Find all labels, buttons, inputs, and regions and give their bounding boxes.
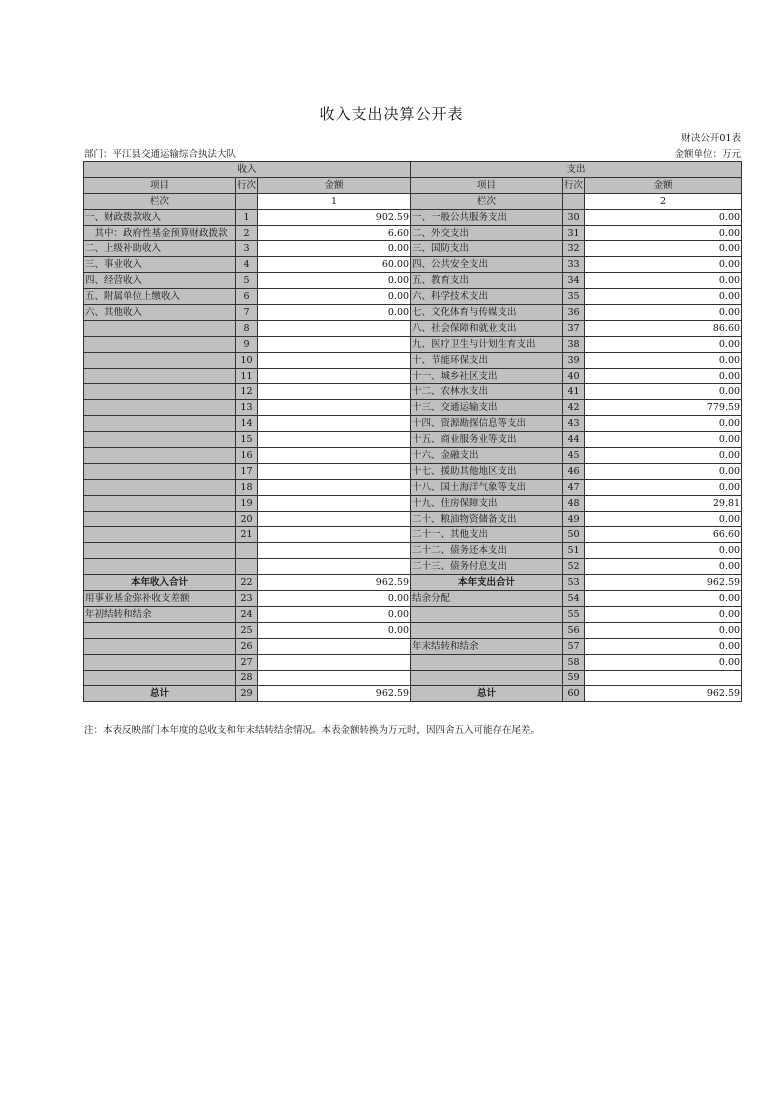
- expense-rowno-cell: 46: [563, 463, 585, 479]
- income-rowno-cell: 8: [236, 320, 258, 336]
- expense-rowno-cell: 48: [563, 495, 585, 511]
- income-amount-cell: 0.00: [258, 273, 411, 289]
- income-rowno-cell: 22: [236, 575, 258, 591]
- expense-rowno-cell: 41: [563, 384, 585, 400]
- expense-rowno-cell: 49: [563, 511, 585, 527]
- income-item-cell: [84, 527, 236, 543]
- income-item-cell: [84, 432, 236, 448]
- income-rowno-cell: 18: [236, 479, 258, 495]
- footnote: 注：本表反映部门本年度的总收支和年末结转结余情况。本表金额转换为万元时，因四舍五入可能存在尾差。: [84, 725, 541, 736]
- expense-item-cell: 十三、交通运输支出: [411, 400, 563, 416]
- table-row: [84, 463, 742, 479]
- expense-rowno-cell: 44: [563, 432, 585, 448]
- income-item-cell: 二、上级补助收入: [84, 241, 236, 257]
- expense-item-cell: 二十二、债务还本支出: [411, 543, 563, 559]
- table-row: [84, 257, 742, 273]
- income-rowno-cell: 27: [236, 654, 258, 670]
- expense-item-cell: 年末结转和结余: [411, 638, 563, 654]
- table-row: [84, 591, 742, 607]
- income-item-cell: [84, 384, 236, 400]
- expense-item-cell: 十九、住房保障支出: [411, 495, 563, 511]
- expense-rowno-cell: 57: [563, 638, 585, 654]
- income-rowno-cell: 20: [236, 511, 258, 527]
- income-item-cell: [84, 543, 236, 559]
- expense-colno-blank: [563, 193, 585, 209]
- income-rowno-header: 行次: [236, 177, 258, 193]
- table-row: [84, 336, 742, 352]
- income-rowno-cell: 29: [236, 686, 258, 702]
- expense-amount-cell: 0.00: [585, 606, 742, 622]
- expense-amount-cell: 0.00: [585, 241, 742, 257]
- table-row: [84, 638, 742, 654]
- table-row: [84, 479, 742, 495]
- income-item-cell: 年初结转和结余: [84, 606, 236, 622]
- expense-header: 支出: [411, 162, 742, 178]
- expense-amount-cell: [585, 670, 742, 686]
- expense-item-cell: 十八、国土海洋气象等支出: [411, 479, 563, 495]
- income-rowno-cell: [236, 543, 258, 559]
- expense-amount-cell: 0.00: [585, 273, 742, 289]
- income-item-cell: 一、财政拨款收入: [84, 209, 236, 225]
- income-amount-cell: 0.00: [258, 591, 411, 607]
- income-rowno-cell: 11: [236, 368, 258, 384]
- expense-item-cell: 三、国防支出: [411, 241, 563, 257]
- expense-rowno-cell: 33: [563, 257, 585, 273]
- expense-amount-cell: 779.59: [585, 400, 742, 416]
- income-rowno-cell: 24: [236, 606, 258, 622]
- income-rowno-cell: 16: [236, 448, 258, 464]
- table-row: [84, 241, 742, 257]
- table-row: [84, 416, 742, 432]
- income-colno-value: 1: [258, 193, 411, 209]
- income-amount-cell: [258, 448, 411, 464]
- income-amount-cell: 0.00: [258, 606, 411, 622]
- table-row: [84, 305, 742, 321]
- expense-rowno-cell: 58: [563, 654, 585, 670]
- table-row: [84, 575, 742, 591]
- expense-rowno-cell: 43: [563, 416, 585, 432]
- income-amount-cell: 6.60: [258, 225, 411, 241]
- income-amount-cell: 60.00: [258, 257, 411, 273]
- table-row: [84, 209, 742, 225]
- income-amount-cell: [258, 479, 411, 495]
- expense-rowno-cell: 53: [563, 575, 585, 591]
- expense-rowno-cell: 32: [563, 241, 585, 257]
- table-row: [84, 400, 742, 416]
- table-row: [84, 527, 742, 543]
- expense-item-cell: 八、社会保障和就业支出: [411, 320, 563, 336]
- expense-amount-cell: 0.00: [585, 638, 742, 654]
- table-row: [84, 511, 742, 527]
- income-rowno-cell: 25: [236, 622, 258, 638]
- expense-item-cell: 二十一、其他支出: [411, 527, 563, 543]
- expense-rowno-cell: 51: [563, 543, 585, 559]
- expense-rowno-cell: 45: [563, 448, 585, 464]
- expense-item-cell: 二、外交支出: [411, 225, 563, 241]
- table-row: [84, 432, 742, 448]
- table-row: [84, 448, 742, 464]
- table-row: [84, 543, 742, 559]
- expense-amount-cell: 0.00: [585, 416, 742, 432]
- income-item-cell: 四、经营收入: [84, 273, 236, 289]
- department-label: 部门：平江县交通运输综合执法大队: [84, 149, 237, 160]
- expense-item-cell: [411, 670, 563, 686]
- expense-rowno-cell: 35: [563, 289, 585, 305]
- expense-item-cell: [411, 654, 563, 670]
- table-row: [84, 686, 742, 702]
- expense-amount-cell: 0.00: [585, 654, 742, 670]
- income-item-cell: 三、事业收入: [84, 257, 236, 273]
- expense-rowno-header: 行次: [563, 177, 585, 193]
- expense-item-cell: 十、节能环保支出: [411, 352, 563, 368]
- amount-unit-label: 金额单位：万元: [674, 149, 741, 160]
- income-amount-cell: 0.00: [258, 305, 411, 321]
- income-rowno-cell: 28: [236, 670, 258, 686]
- income-rowno-cell: 2: [236, 225, 258, 241]
- expense-rowno-cell: 55: [563, 606, 585, 622]
- expense-amount-cell: 0.00: [585, 622, 742, 638]
- income-rowno-cell: 23: [236, 591, 258, 607]
- income-item-cell: [84, 448, 236, 464]
- expense-rowno-cell: 59: [563, 670, 585, 686]
- expense-amount-cell: 66.60: [585, 527, 742, 543]
- expense-item-cell: 总计: [411, 686, 563, 702]
- income-item-cell: 六、其他收入: [84, 305, 236, 321]
- expense-amount-cell: 0.00: [585, 305, 742, 321]
- income-amount-cell: [258, 543, 411, 559]
- expense-item-cell: 二十、粮油物资储备支出: [411, 511, 563, 527]
- table-row: [84, 352, 742, 368]
- expense-amount-cell: 0.00: [585, 289, 742, 305]
- income-rowno-cell: 13: [236, 400, 258, 416]
- table-row: [84, 368, 742, 384]
- income-rowno-cell: 15: [236, 432, 258, 448]
- expense-amount-cell: 962.59: [585, 686, 742, 702]
- expense-rowno-cell: 56: [563, 622, 585, 638]
- expense-rowno-cell: 34: [563, 273, 585, 289]
- income-rowno-cell: 21: [236, 527, 258, 543]
- expense-rowno-cell: 38: [563, 336, 585, 352]
- table-row: [84, 495, 742, 511]
- income-amount-cell: [258, 368, 411, 384]
- income-amount-cell: 0.00: [258, 289, 411, 305]
- income-item-cell: [84, 352, 236, 368]
- expense-amount-cell: 0.00: [585, 511, 742, 527]
- income-item-cell: 五、附属单位上缴收入: [84, 289, 236, 305]
- expense-rowno-cell: 40: [563, 368, 585, 384]
- table-row: [84, 289, 742, 305]
- expense-item-cell: 六、科学技术支出: [411, 289, 563, 305]
- expense-amount-cell: 29.81: [585, 495, 742, 511]
- income-amount-cell: [258, 400, 411, 416]
- income-rowno-cell: 9: [236, 336, 258, 352]
- expense-colno-value: 2: [585, 193, 742, 209]
- expense-rowno-cell: 50: [563, 527, 585, 543]
- expense-amount-cell: 0.00: [585, 384, 742, 400]
- income-item-cell: [84, 368, 236, 384]
- income-item-cell: 用事业基金弥补收支差额: [84, 591, 236, 607]
- expense-item-cell: [411, 606, 563, 622]
- income-item-cell: [84, 479, 236, 495]
- expense-rowno-cell: 37: [563, 320, 585, 336]
- expense-rowno-cell: 39: [563, 352, 585, 368]
- income-amount-cell: [258, 352, 411, 368]
- expense-amount-cell: 86.60: [585, 320, 742, 336]
- income-header: 收入: [84, 162, 411, 178]
- income-amount-cell: [258, 416, 411, 432]
- income-amount-cell: [258, 670, 411, 686]
- expense-rowno-cell: 42: [563, 400, 585, 416]
- income-rowno-cell: 5: [236, 273, 258, 289]
- table-row: [84, 670, 742, 686]
- income-amount-cell: 962.59: [258, 575, 411, 591]
- expense-amount-cell: 0.00: [585, 225, 742, 241]
- income-item-cell: [84, 400, 236, 416]
- expense-amount-cell: 0.00: [585, 448, 742, 464]
- expense-amount-cell: 0.00: [585, 543, 742, 559]
- income-item-cell: [84, 638, 236, 654]
- table-row: [84, 225, 742, 241]
- income-rowno-cell: 10: [236, 352, 258, 368]
- expense-rowno-cell: 60: [563, 686, 585, 702]
- form-number: 财决公开01表: [681, 133, 741, 144]
- expense-item-cell: 一、一般公共服务支出: [411, 209, 563, 225]
- expense-amount-cell: 0.00: [585, 336, 742, 352]
- expense-amount-cell: 0.00: [585, 432, 742, 448]
- income-rowno-cell: 3: [236, 241, 258, 257]
- expense-item-cell: 九、医疗卫生与计划生育支出: [411, 336, 563, 352]
- expense-amount-cell: 0.00: [585, 463, 742, 479]
- income-amount-cell: 0.00: [258, 241, 411, 257]
- income-colno-blank: [236, 193, 258, 209]
- expense-amount-cell: 0.00: [585, 257, 742, 273]
- income-amount-cell: [258, 511, 411, 527]
- income-expense-table: [83, 161, 742, 702]
- income-item-cell: [84, 670, 236, 686]
- income-amount-cell: [258, 495, 411, 511]
- expense-item-cell: 十一、城乡社区支出: [411, 368, 563, 384]
- table-row: [84, 622, 742, 638]
- income-amount-cell: [258, 654, 411, 670]
- page-title: 收入支出决算公开表: [319, 105, 464, 123]
- income-rowno-cell: 4: [236, 257, 258, 273]
- expense-item-cell: 十二、农林水支出: [411, 384, 563, 400]
- expense-item-cell: 十六、金融支出: [411, 448, 563, 464]
- expense-item-cell: 五、教育支出: [411, 273, 563, 289]
- income-item-cell: [84, 416, 236, 432]
- expense-amount-cell: 0.00: [585, 352, 742, 368]
- income-item-cell: 其中：政府性基金预算财政拨款: [84, 225, 236, 241]
- income-rowno-cell: 14: [236, 416, 258, 432]
- income-item-cell: [84, 495, 236, 511]
- expense-rowno-cell: 36: [563, 305, 585, 321]
- income-amount-cell: [258, 320, 411, 336]
- income-amount-cell: [258, 559, 411, 575]
- table-row: [84, 273, 742, 289]
- expense-item-cell: 四、公共安全支出: [411, 257, 563, 273]
- income-amount-cell: [258, 384, 411, 400]
- income-item-cell: [84, 654, 236, 670]
- income-amount-cell: [258, 432, 411, 448]
- income-item-cell: [84, 320, 236, 336]
- expense-item-cell: 七、文化体育与传媒支出: [411, 305, 563, 321]
- income-amount-cell: 962.59: [258, 686, 411, 702]
- income-rowno-cell: 1: [236, 209, 258, 225]
- income-amount-cell: [258, 463, 411, 479]
- income-amount-cell: [258, 527, 411, 543]
- income-rowno-cell: 7: [236, 305, 258, 321]
- expense-amount-cell: 0.00: [585, 368, 742, 384]
- expense-item-cell: 十七、援助其他地区支出: [411, 463, 563, 479]
- expense-item-header: 项目: [411, 177, 563, 193]
- income-amount-cell: [258, 638, 411, 654]
- income-amount-header: 金额: [258, 177, 411, 193]
- income-item-cell: [84, 559, 236, 575]
- income-rowno-cell: 17: [236, 463, 258, 479]
- income-item-cell: [84, 622, 236, 638]
- expense-amount-header: 金额: [585, 177, 742, 193]
- expense-colno-label: 栏次: [411, 193, 563, 209]
- income-rowno-cell: 6: [236, 289, 258, 305]
- expense-amount-cell: 0.00: [585, 591, 742, 607]
- table-row: [84, 606, 742, 622]
- income-rowno-cell: 26: [236, 638, 258, 654]
- expense-amount-cell: 0.00: [585, 479, 742, 495]
- expense-item-cell: 十四、资源勘探信息等支出: [411, 416, 563, 432]
- expense-amount-cell: 0.00: [585, 559, 742, 575]
- income-amount-cell: 902.59: [258, 209, 411, 225]
- table-row: [84, 654, 742, 670]
- income-item-cell: [84, 511, 236, 527]
- expense-rowno-cell: 54: [563, 591, 585, 607]
- expense-rowno-cell: 31: [563, 225, 585, 241]
- income-amount-cell: [258, 336, 411, 352]
- income-item-cell: 本年收入合计: [84, 575, 236, 591]
- income-rowno-cell: 19: [236, 495, 258, 511]
- expense-item-cell: 本年支出合计: [411, 575, 563, 591]
- table-body: [84, 209, 742, 702]
- expense-rowno-cell: 52: [563, 559, 585, 575]
- income-item-cell: 总计: [84, 686, 236, 702]
- income-rowno-cell: [236, 559, 258, 575]
- expense-rowno-cell: 47: [563, 479, 585, 495]
- expense-item-cell: 十五、商业服务业等支出: [411, 432, 563, 448]
- table-row: [84, 559, 742, 575]
- income-colno-label: 栏次: [84, 193, 236, 209]
- expense-amount-cell: 962.59: [585, 575, 742, 591]
- income-item-cell: [84, 463, 236, 479]
- expense-rowno-cell: 30: [563, 209, 585, 225]
- income-item-header: 项目: [84, 177, 236, 193]
- expense-item-cell: 二十三、债务付息支出: [411, 559, 563, 575]
- income-item-cell: [84, 336, 236, 352]
- expense-item-cell: [411, 622, 563, 638]
- income-amount-cell: 0.00: [258, 622, 411, 638]
- table-row: [84, 384, 742, 400]
- income-rowno-cell: 12: [236, 384, 258, 400]
- expense-item-cell: 结余分配: [411, 591, 563, 607]
- table-row: [84, 320, 742, 336]
- expense-amount-cell: 0.00: [585, 209, 742, 225]
